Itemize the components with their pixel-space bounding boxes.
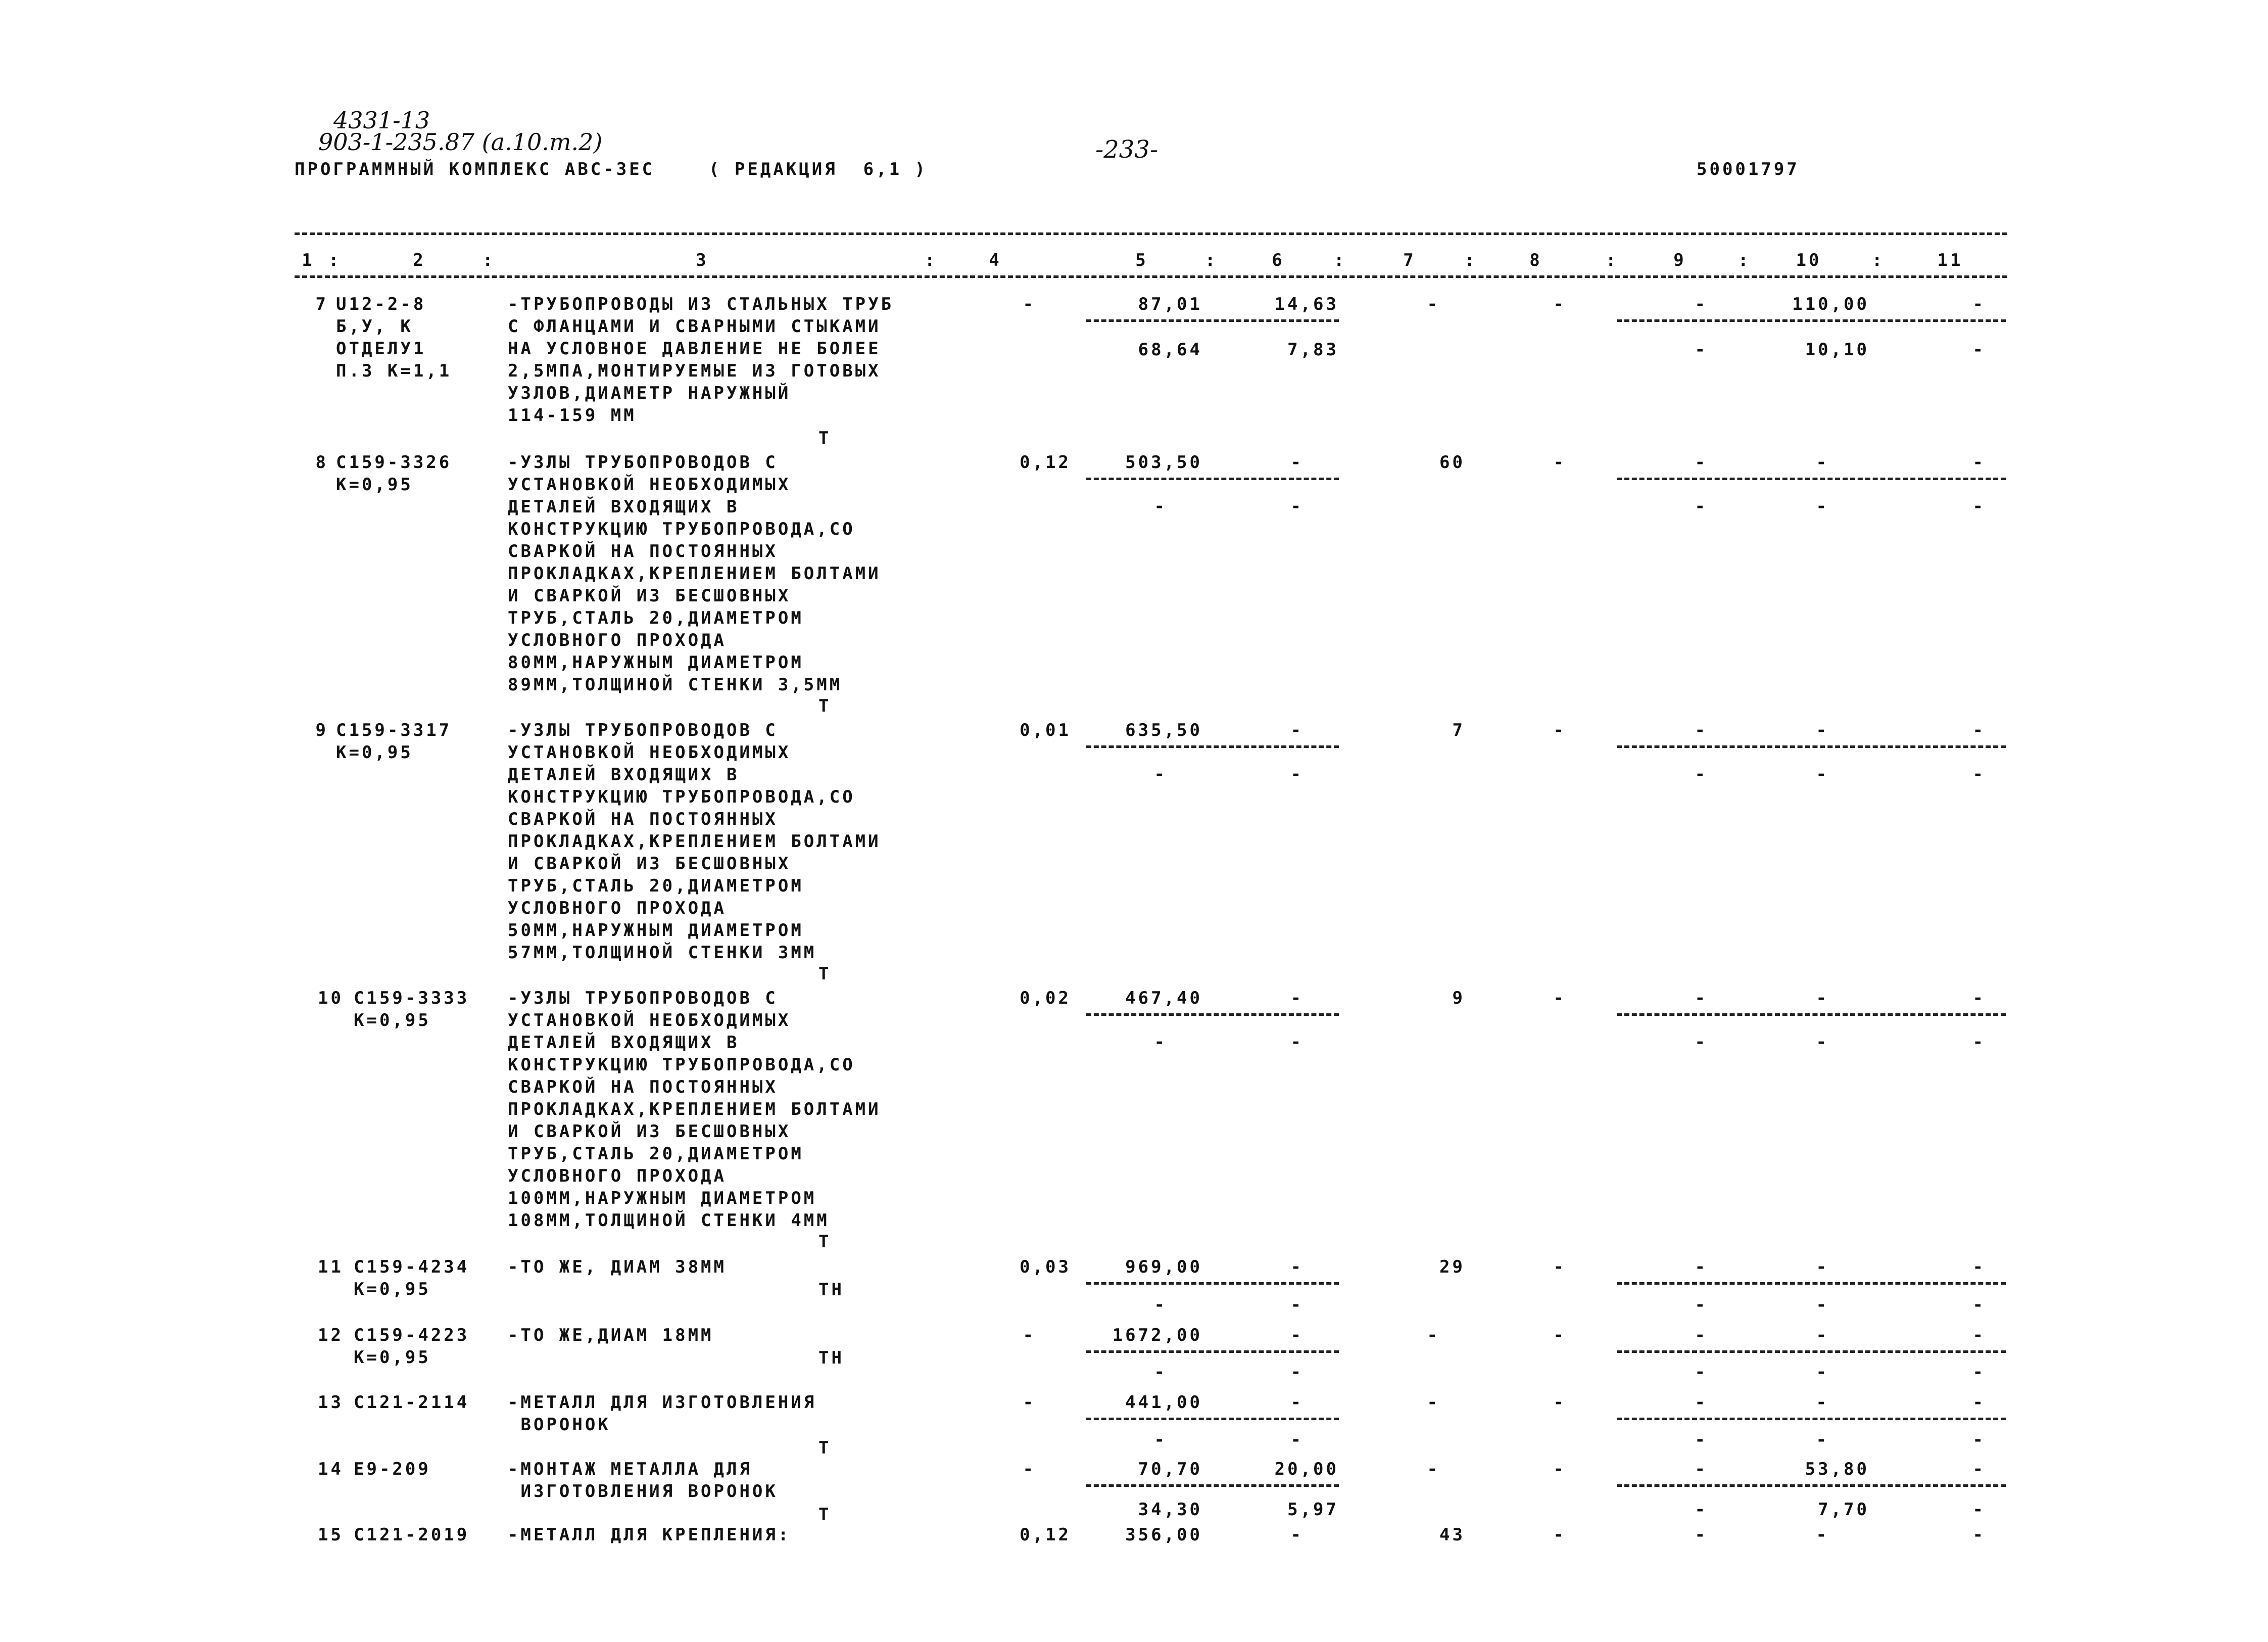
handwritten-number: 4331-13 <box>333 107 430 134</box>
table-top-rule <box>295 232 2007 235</box>
row-unit: Т <box>818 1438 832 1458</box>
cell-col4: 0,03 <box>1020 1257 1071 1277</box>
row-description: -УЗЛЫ ТРУБОПРОВОДОВ С УСТАНОВКОЙ НЕОБХОДИМЫХ ДЕТАЛЕЙ ВХОДЯЩИХ В КОНСТРУКЦИЮ ТРУБОПРОВОДА,СО СВАРКОЙ НА ПОСТОЯННЫХ ПРОКЛАДКАХ,КРЕПЛЕНИЕМ БОЛТАМИ И СВАРКОЙ ИЗ БЕСШОВНЫХ ТРУБ,СТАЛЬ 20,ДИАМЕТРОМ УСЛОВНОГО ПРОХОДА 100ММ,НАРУЖНЫМ ДИАМЕТРОМ 108ММ,ТОЛЩИНОЙ СТЕНКИ 4ММ <box>508 988 881 1231</box>
row-divider <box>1086 1418 1339 1420</box>
row-divider <box>1617 319 2006 322</box>
cell-col5-secondary: - <box>1154 1295 1167 1315</box>
cell-col8: - <box>1553 1392 1566 1413</box>
handwritten-reference: 903-1-235.87 (a.10.т.2) <box>318 128 603 156</box>
cell-col4: - <box>1023 1325 1036 1345</box>
col-separator: : <box>328 250 342 270</box>
cell-col6-secondary: - <box>1290 1430 1304 1450</box>
cell-col7: 7 <box>1452 720 1465 740</box>
cell-col4: 0,02 <box>1020 988 1071 1008</box>
cell-col8: - <box>1553 1525 1566 1545</box>
col-header-2: 2 <box>413 250 426 270</box>
col-header-6: 6 <box>1272 250 1285 270</box>
cell-col9-secondary: - <box>1695 1362 1708 1382</box>
row-divider <box>1617 745 2006 748</box>
cell-col10: - <box>1816 1525 1829 1545</box>
row-number: 14 <box>318 1459 344 1479</box>
program-edition: ( РЕДАКЦИЯ 6,1 ) <box>709 159 928 179</box>
col-separator: : <box>1464 250 1477 270</box>
row-code: С159-4223 К=0,95 <box>354 1325 470 1368</box>
row-number: 11 <box>318 1257 344 1277</box>
cell-col11-secondary: - <box>1972 1430 1986 1450</box>
row-unit: Т <box>818 696 832 716</box>
cell-col6-secondary: - <box>1290 1295 1304 1315</box>
row-divider <box>1617 1418 2006 1420</box>
cell-col6: - <box>1290 1257 1304 1277</box>
row-number: 10 <box>318 988 344 1008</box>
cell-col9: - <box>1695 294 1708 314</box>
row-unit: ТН <box>818 1280 844 1300</box>
cell-col11-secondary: - <box>1972 764 1986 784</box>
cell-col4: 0,12 <box>1020 1525 1071 1545</box>
cell-col5: 969,00 <box>1125 1257 1202 1277</box>
col-header-1: 1 <box>302 250 315 270</box>
cell-col5-secondary: - <box>1154 496 1167 517</box>
cell-col9: - <box>1695 1325 1708 1345</box>
cell-col10: - <box>1816 452 1829 473</box>
cell-col6-secondary: 7,83 <box>1287 340 1339 360</box>
cell-col6: - <box>1290 720 1304 740</box>
cell-col10-secondary: - <box>1816 1430 1829 1450</box>
row-unit: Т <box>818 428 832 448</box>
cell-col6-secondary: - <box>1290 1362 1304 1382</box>
row-unit: Т <box>818 1232 832 1252</box>
cell-col9-secondary: - <box>1695 1499 1708 1520</box>
row-description: -УЗЛЫ ТРУБОПРОВОДОВ С УСТАНОВКОЙ НЕОБХОДИМЫХ ДЕТАЛЕЙ ВХОДЯЩИХ В КОНСТРУКЦИЮ ТРУБОПРОВОДА,СО СВАРКОЙ НА ПОСТОЯННЫХ ПРОКЛАДКАХ,КРЕПЛЕНИЕМ БОЛТАМИ И СВАРКОЙ ИЗ БЕСШОВНЫХ ТРУБ,СТАЛЬ 20,ДИАМЕТРОМ УСЛОВНОГО ПРОХОДА 50ММ,НАРУЖНЫМ ДИАМЕТРОМ 57ММ,ТОЛЩИНОЙ СТЕНКИ 3ММ <box>508 720 881 963</box>
cell-col7: 29 <box>1439 1257 1465 1277</box>
cell-col9-secondary: - <box>1695 1430 1708 1450</box>
cell-col6-secondary: - <box>1290 764 1304 784</box>
cell-col11: - <box>1972 1525 1986 1545</box>
cell-col6: - <box>1290 1392 1304 1413</box>
cell-col11: - <box>1972 452 1986 473</box>
cell-col9: - <box>1695 1392 1708 1413</box>
row-description: -УЗЛЫ ТРУБОПРОВОДОВ С УСТАНОВКОЙ НЕОБХОДИМЫХ ДЕТАЛЕЙ ВХОДЯЩИХ В КОНСТРУКЦИЮ ТРУБОПРОВОДА,СО СВАРКОЙ НА ПОСТОЯННЫХ ПРОКЛАДКАХ,КРЕПЛЕНИЕМ БОЛТАМИ И СВАРКОЙ ИЗ БЕСШОВНЫХ ТРУБ,СТАЛЬ 20,ДИАМЕТРОМ УСЛОВНОГО ПРОХОДА 80ММ,НАРУЖНЫМ ДИАМЕТРОМ 89ММ,ТОЛЩИНОЙ СТЕНКИ 3,5ММ <box>508 452 881 695</box>
col-separator: : <box>1872 250 1885 270</box>
cell-col9-secondary: - <box>1695 764 1708 784</box>
row-code: С121-2019 <box>354 1525 470 1545</box>
cell-col4: - <box>1023 1392 1036 1413</box>
cell-col10-secondary: - <box>1816 1295 1829 1315</box>
document-code: 50001797 <box>1697 159 1800 179</box>
cell-col6: - <box>1290 1525 1304 1545</box>
row-unit: Т <box>818 1505 832 1525</box>
cell-col11: - <box>1972 1325 1986 1345</box>
cell-col5: 441,00 <box>1125 1392 1202 1413</box>
cell-col7: 9 <box>1452 988 1465 1008</box>
cell-col10-secondary: 7,70 <box>1818 1499 1869 1520</box>
row-divider <box>1617 1350 2006 1353</box>
col-separator: : <box>1205 250 1218 270</box>
col-header-7: 7 <box>1403 250 1416 270</box>
cell-col10: - <box>1816 1257 1829 1277</box>
cell-col10-secondary: 10,10 <box>1805 340 1869 360</box>
cell-col9: - <box>1695 1525 1708 1545</box>
cell-col11: - <box>1972 1392 1986 1413</box>
cell-col10: 110,00 <box>1792 294 1869 314</box>
page-number: -233- <box>1095 135 1159 164</box>
cell-col5-secondary: 34,30 <box>1138 1499 1202 1520</box>
cell-col10-secondary: - <box>1816 764 1829 784</box>
col-header-8: 8 <box>1529 250 1542 270</box>
cell-col7: - <box>1427 1459 1440 1479</box>
col-header-11: 11 <box>1937 250 1963 270</box>
row-description: -МЕТАЛЛ ДЛЯ ИЗГОТОВЛЕНИЯ ВОРОНОК <box>508 1392 817 1435</box>
row-description: -МОНТАЖ МЕТАЛЛА ДЛЯ ИЗГОТОВЛЕНИЯ ВОРОНОК <box>508 1459 778 1502</box>
cell-col9: - <box>1695 1459 1708 1479</box>
cell-col8: - <box>1553 1257 1566 1277</box>
cell-col9: - <box>1695 720 1708 740</box>
cell-col5-secondary: - <box>1154 1362 1167 1382</box>
col-header-9: 9 <box>1673 250 1686 270</box>
cell-col4: 0,12 <box>1020 452 1071 473</box>
table-header-rule <box>295 275 2007 278</box>
cell-col10-secondary: - <box>1816 1032 1829 1052</box>
row-unit: Т <box>818 964 832 984</box>
col-separator: : <box>482 250 496 270</box>
row-code: С121-2114 <box>354 1392 470 1413</box>
cell-col7: - <box>1427 294 1440 314</box>
cell-col9-secondary: - <box>1695 1032 1708 1052</box>
cell-col5: 635,50 <box>1125 720 1202 740</box>
cell-col8: - <box>1553 1325 1566 1345</box>
row-number: 8 <box>315 452 328 473</box>
cell-col10: - <box>1816 988 1829 1008</box>
cell-col10: 53,80 <box>1805 1459 1869 1479</box>
cell-col11: - <box>1972 1257 1986 1277</box>
row-description: -МЕТАЛЛ ДЛЯ КРЕПЛЕНИЯ: <box>508 1525 791 1545</box>
cell-col6: 14,63 <box>1274 294 1339 314</box>
cell-col11: - <box>1972 294 1986 314</box>
cell-col5-secondary: - <box>1154 1430 1167 1450</box>
row-divider <box>1086 745 1339 748</box>
col-header-10: 10 <box>1796 250 1822 270</box>
cell-col11-secondary: - <box>1972 496 1986 517</box>
cell-col5-secondary: 68,64 <box>1138 340 1202 360</box>
row-code: С159-3333 К=0,95 <box>354 988 470 1030</box>
col-separator: : <box>1334 250 1347 270</box>
row-divider <box>1617 1282 2006 1285</box>
row-divider <box>1086 1282 1339 1285</box>
cell-col11: - <box>1972 988 1986 1008</box>
col-separator: : <box>925 250 938 270</box>
row-divider <box>1617 478 2006 480</box>
cell-col9-secondary: - <box>1695 496 1708 517</box>
cell-col5: 70,70 <box>1138 1459 1202 1479</box>
cell-col8: - <box>1553 294 1566 314</box>
cell-col5-secondary: - <box>1154 1032 1167 1052</box>
row-divider <box>1086 478 1339 480</box>
cell-col8: - <box>1553 988 1566 1008</box>
cell-col11-secondary: - <box>1972 1032 1986 1052</box>
row-divider <box>1086 1013 1339 1016</box>
row-divider <box>1086 1350 1339 1353</box>
cell-col6-secondary: - <box>1290 496 1304 517</box>
cell-col4: - <box>1023 294 1036 314</box>
cell-col6: 20,00 <box>1274 1459 1339 1479</box>
row-code: U12-2-8 Б,У, К ОТДЕЛУ1 П.3 К=1,1 <box>336 294 452 381</box>
cell-col4: 0,01 <box>1020 720 1071 740</box>
col-header-5: 5 <box>1135 250 1148 270</box>
cell-col8: - <box>1553 720 1566 740</box>
cell-col11-secondary: - <box>1972 1499 1986 1520</box>
cell-col7: - <box>1427 1325 1440 1345</box>
row-unit: ТН <box>818 1348 844 1368</box>
cell-col9-secondary: - <box>1695 340 1708 360</box>
row-divider <box>1086 319 1339 322</box>
row-number: 12 <box>318 1325 344 1345</box>
cell-col5: 1672,00 <box>1112 1325 1202 1345</box>
cell-col5-secondary: - <box>1154 764 1167 784</box>
cell-col6: - <box>1290 1325 1304 1345</box>
cell-col6: - <box>1290 988 1304 1008</box>
col-separator: : <box>1738 250 1751 270</box>
cell-col8: - <box>1553 452 1566 473</box>
row-divider <box>1617 1484 2006 1487</box>
row-description: -ТО ЖЕ, ДИАМ 38ММ <box>508 1257 727 1277</box>
cell-col6-secondary: - <box>1290 1032 1304 1052</box>
cell-col7: 60 <box>1439 452 1465 473</box>
row-code: С159-3317 К=0,95 <box>336 720 452 763</box>
row-number: 9 <box>315 720 328 740</box>
row-code: Е9-209 <box>354 1459 431 1479</box>
row-code: С159-3326 К=0,95 <box>336 452 452 495</box>
cell-col9: - <box>1695 452 1708 473</box>
cell-col11: - <box>1972 720 1986 740</box>
cell-col10: - <box>1816 720 1829 740</box>
cell-col11-secondary: - <box>1972 340 1986 360</box>
row-divider <box>1617 1013 2006 1016</box>
cell-col10: - <box>1816 1325 1829 1345</box>
cell-col5: 503,50 <box>1125 452 1202 473</box>
col-header-4: 4 <box>989 250 1002 270</box>
row-number: 15 <box>318 1525 344 1545</box>
cell-col8: - <box>1553 1459 1566 1479</box>
row-description: -ТО ЖЕ,ДИАМ 18ММ <box>508 1325 714 1345</box>
cell-col11-secondary: - <box>1972 1362 1986 1382</box>
row-code: С159-4234 К=0,95 <box>354 1257 470 1299</box>
cell-col4: - <box>1023 1459 1036 1479</box>
col-separator: : <box>1606 250 1619 270</box>
program-name: ПРОГРАММНЫЙ КОМПЛЕКС АВС-ЗЕС <box>295 159 655 179</box>
row-number: 7 <box>315 294 328 314</box>
cell-col6: - <box>1290 452 1304 473</box>
cell-col11: - <box>1972 1459 1986 1479</box>
cell-col7: 43 <box>1439 1525 1465 1545</box>
cell-col5: 467,40 <box>1125 988 1202 1008</box>
cell-col9: - <box>1695 1257 1708 1277</box>
cell-col6-secondary: 5,97 <box>1287 1499 1339 1520</box>
row-divider <box>1086 1484 1339 1487</box>
cell-col9: - <box>1695 988 1708 1008</box>
cell-col10-secondary: - <box>1816 496 1829 517</box>
cell-col5: 87,01 <box>1138 294 1202 314</box>
cell-col9-secondary: - <box>1695 1295 1708 1315</box>
cell-col10-secondary: - <box>1816 1362 1829 1382</box>
cell-col5: 356,00 <box>1125 1525 1202 1545</box>
row-description: -ТРУБОПРОВОДЫ ИЗ СТАЛЬНЫХ ТРУБ С ФЛАНЦАМИ И СВАРНЫМИ СТЫКАМИ НА УСЛОВНОЕ ДАВЛЕНИЕ НЕ БОЛЕЕ 2,5МПА,МОНТИРУЕМЫЕ ИЗ ГОТОВЫХ УЗЛОВ,ДИАМЕТР НАРУЖНЫЙ 114-159 ММ <box>508 294 894 426</box>
cell-col10: - <box>1816 1392 1829 1413</box>
cell-col11-secondary: - <box>1972 1295 1986 1315</box>
col-header-3: 3 <box>696 250 709 270</box>
cell-col7: - <box>1427 1392 1440 1413</box>
row-number: 13 <box>318 1392 344 1413</box>
